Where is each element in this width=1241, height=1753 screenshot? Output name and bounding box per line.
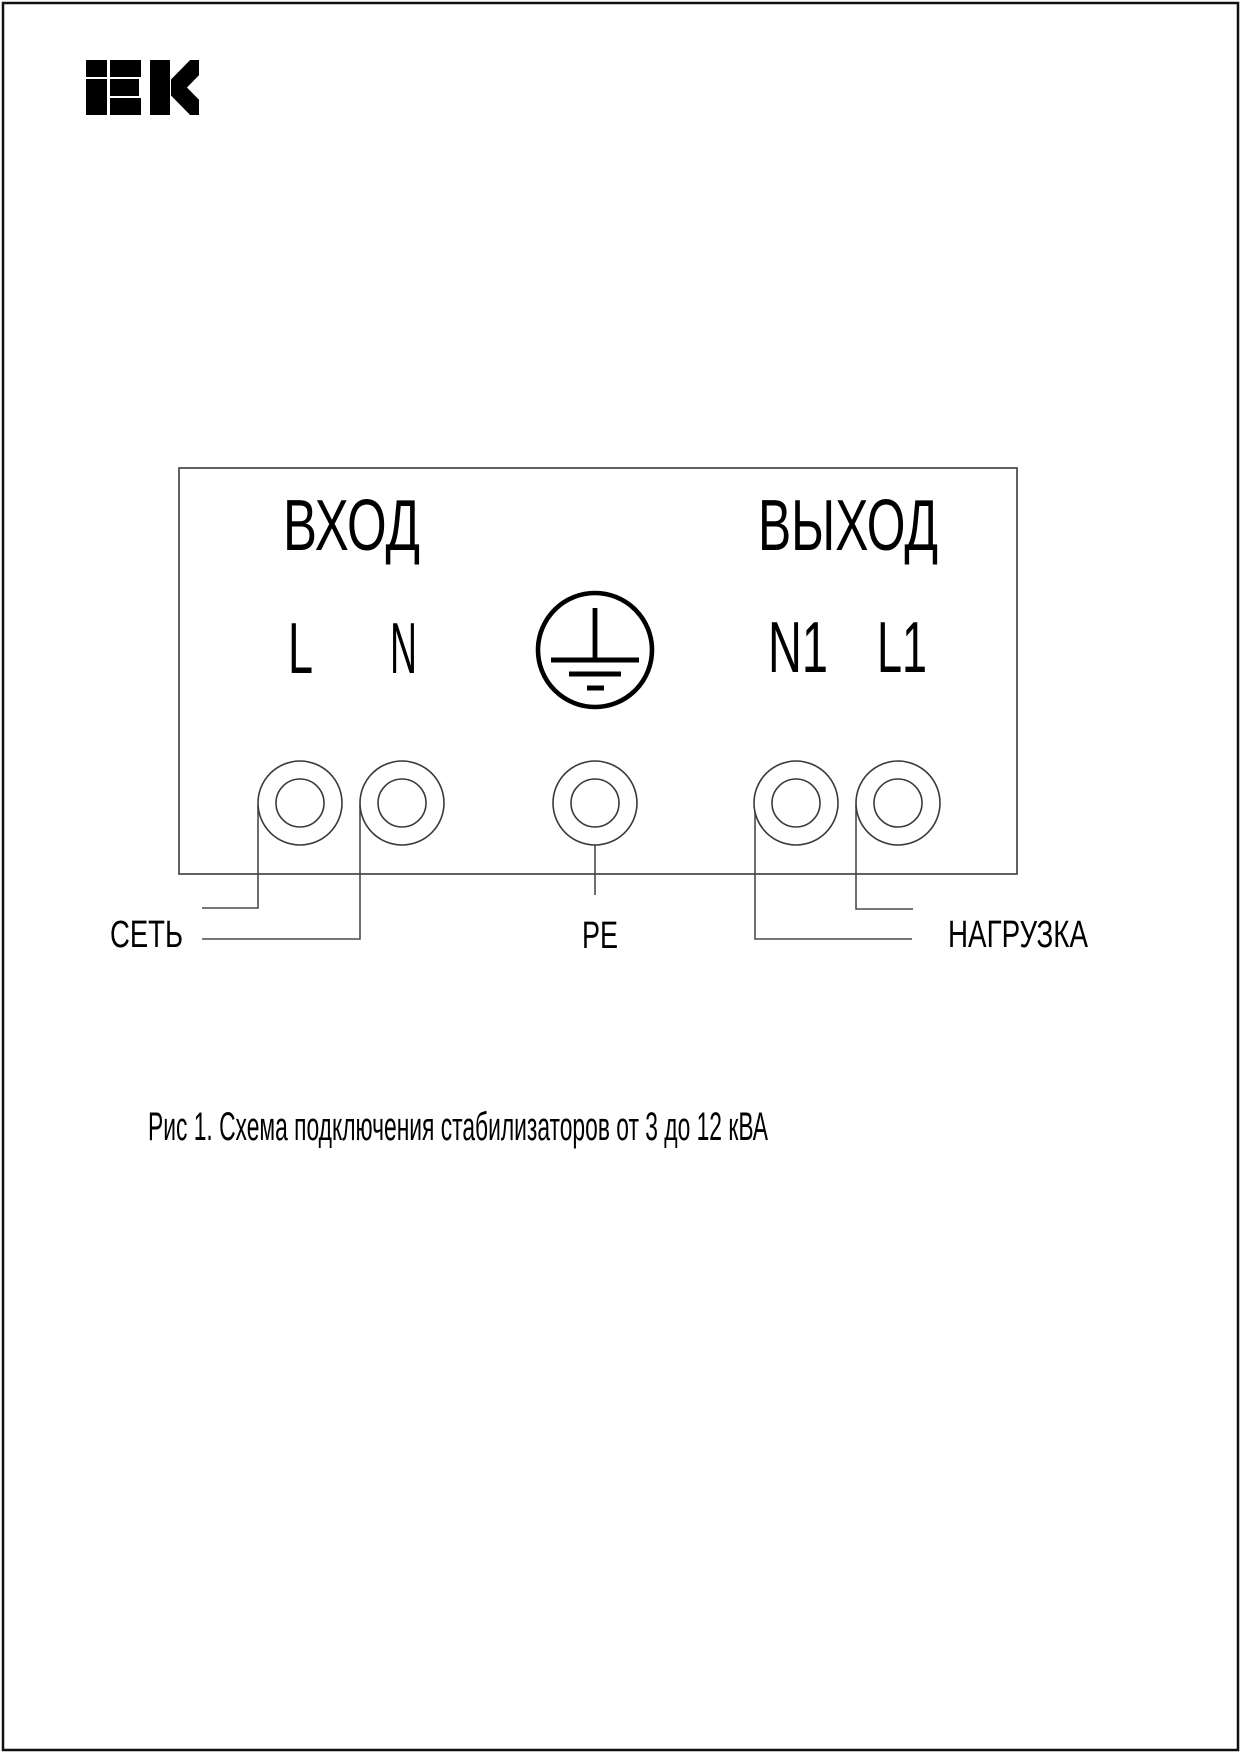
terminal-l1 bbox=[856, 761, 940, 845]
logo-k-arms bbox=[175, 56, 206, 119]
iek-logo bbox=[86, 56, 206, 119]
terminal-label-n1: N1 bbox=[768, 608, 828, 688]
logo-e-middle-bar bbox=[110, 79, 139, 96]
lead-l-to-mains bbox=[202, 805, 258, 908]
logo-i-dot bbox=[86, 60, 107, 77]
terminal-label-l: L bbox=[288, 609, 313, 689]
logo-i-stem bbox=[86, 79, 107, 115]
terminal-l bbox=[258, 761, 342, 845]
terminal-n bbox=[360, 761, 444, 845]
input-section-label: ВХОД bbox=[283, 486, 420, 566]
terminal-pe-inner bbox=[571, 779, 619, 827]
mains-label: СЕТЬ bbox=[110, 914, 183, 956]
output-section-label: ВЫХОД bbox=[758, 486, 938, 566]
terminal-n1-inner bbox=[772, 779, 820, 827]
logo-e-top-bar bbox=[110, 60, 141, 77]
terminal-n1 bbox=[754, 761, 838, 845]
logo-k-stem bbox=[150, 60, 170, 115]
page-border bbox=[3, 3, 1238, 1750]
protective-earth-icon bbox=[538, 593, 652, 707]
logo-e-bottom-bar bbox=[110, 98, 141, 115]
terminal-pe bbox=[553, 761, 637, 845]
terminal-l1-inner bbox=[874, 779, 922, 827]
terminal-l-inner bbox=[276, 779, 324, 827]
figure-caption: Рис 1. Схема подключения стабилизаторов от 3 до 12 кВА bbox=[148, 1105, 769, 1149]
terminal-n-inner bbox=[378, 779, 426, 827]
terminal-label-n: N bbox=[390, 609, 417, 689]
terminal-label-l1: L1 bbox=[877, 608, 927, 688]
load-label: НАГРУЗКА bbox=[948, 914, 1089, 956]
pe-label: PE bbox=[582, 915, 618, 957]
